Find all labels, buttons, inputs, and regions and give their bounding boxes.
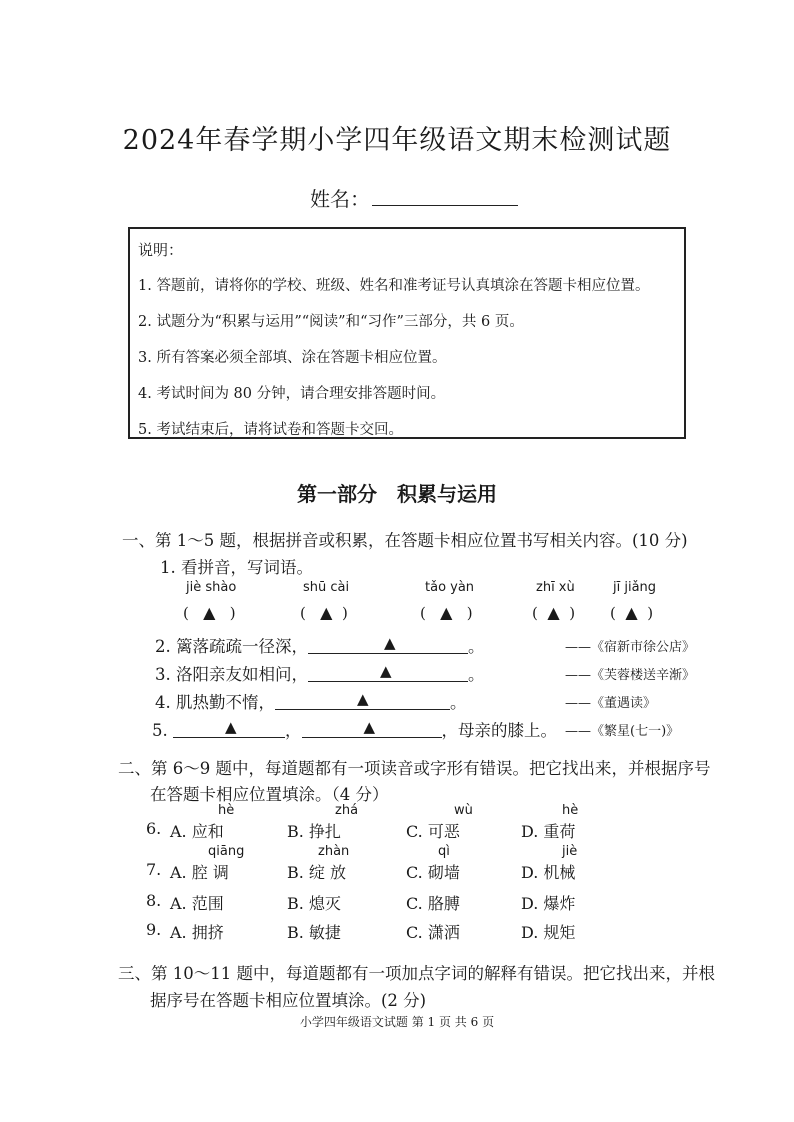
answer-slot-1[interactable]: ( ▲ ) <box>183 603 236 622</box>
option-d[interactable]: D. 重荷 <box>521 822 576 841</box>
answer-slot-4[interactable]: ( ▲ ) <box>532 603 576 622</box>
triangle-icon: ▲ <box>384 634 396 652</box>
option-b[interactable]: B. 绽 放 <box>287 863 347 882</box>
page-footer: 小学四年级语文试题 第 1 页 共 6 页 <box>299 1015 495 1029</box>
page-title: 2024年春学期小学四年级语文期末检测试题 <box>122 125 672 156</box>
q5-line <box>152 717 557 741</box>
triangle-icon: ▲ <box>357 690 369 708</box>
section1-heading: 一、第 1～5 题，根据拼音或积累，在答题卡相应位置书写相关内容。(10 分) <box>122 531 688 550</box>
pinyin-annotation: qì <box>438 844 450 859</box>
option-c[interactable]: C. 可恶 <box>406 822 460 841</box>
pinyin-annotation: zhàn <box>318 844 350 859</box>
name-field[interactable] <box>372 205 518 206</box>
option-c[interactable]: C. 胳膊 <box>406 894 460 913</box>
q4-line <box>155 689 467 713</box>
option-d[interactable]: D. 规矩 <box>521 923 576 942</box>
triangle-icon: ▲ <box>320 603 333 622</box>
part-title: 第一部分 积累与运用 <box>297 482 497 506</box>
triangle-icon: ▲ <box>440 603 453 622</box>
pinyin-2: shū cài <box>303 580 350 595</box>
triangle-icon: ▲ <box>380 662 392 680</box>
q4-blank[interactable] <box>275 690 450 710</box>
q5-blank-2[interactable] <box>302 718 442 738</box>
option-a[interactable]: A. 范围 <box>170 894 224 913</box>
triangle-icon: ▲ <box>225 718 237 736</box>
option-a[interactable]: A. 拥挤 <box>170 923 224 942</box>
q3-source: ——《芙蓉楼送辛渐》 <box>565 668 696 683</box>
pinyin-3: tǎo yàn <box>425 580 475 595</box>
option-d[interactable]: D. 机械 <box>521 863 576 882</box>
name-label: 姓名： <box>310 187 370 211</box>
question-number: 8. <box>146 891 162 910</box>
section3-heading-line1: 三、第 10～11 题中，每道题都有一项加点字词的解释有错误。把它找出来，并根 <box>118 964 715 983</box>
q4-text: 4. 肌热勤不惰， <box>155 693 275 712</box>
q5-comma: ， <box>285 721 302 740</box>
q2-source: ——《宿新市徐公店》 <box>565 640 696 655</box>
pinyin-annotation: qiāng <box>208 844 245 859</box>
option-b[interactable]: B. 熄灭 <box>287 894 341 913</box>
instruction-item: 5. 考试结束后，请将试卷和答题卡交回。 <box>138 422 403 438</box>
option-b[interactable]: B. 敏捷 <box>287 923 341 942</box>
pinyin-annotation: wù <box>454 803 473 818</box>
q2-text: 2. 篱落疏疏一径深， <box>155 637 308 656</box>
pinyin-1: jiè shào <box>186 580 237 595</box>
question-number: 9. <box>146 920 162 939</box>
q3-end: 。 <box>468 665 485 684</box>
section2-heading-line2: 在答题卡相应位置填涂。（4 分） <box>150 785 389 804</box>
instruction-item: 4. 考试时间为 80 分钟，请合理安排答题时间。 <box>138 386 446 402</box>
instructions-heading: 说明： <box>138 241 184 259</box>
q1-label: 1. 看拼音，写词语。 <box>160 558 313 577</box>
pinyin-annotation: jiè <box>562 844 578 859</box>
triangle-icon: ▲ <box>363 718 376 736</box>
pinyin-4: zhī xù <box>536 580 575 595</box>
question-number: 7. <box>146 860 162 879</box>
option-a[interactable]: A. 应和 <box>170 822 224 841</box>
section3-heading-line2: 据序号在答题卡相应位置填涂。(2 分) <box>150 991 427 1010</box>
pinyin-annotation: zhá <box>335 803 359 818</box>
q4-source: ——《董遇读》 <box>565 696 657 711</box>
pinyin-annotation: hè <box>218 803 235 818</box>
answer-slot-2[interactable]: ( ▲ ) <box>300 603 348 622</box>
option-d[interactable]: D. 爆炸 <box>521 894 576 913</box>
section2-heading-line1: 二、第 6～9 题中，每道题都有一项读音或字形有错误。把它找出来，并根据序号 <box>118 759 711 778</box>
triangle-icon: ▲ <box>547 603 560 622</box>
q2-end: 。 <box>468 637 485 656</box>
answer-slot-5[interactable]: ( ▲ ) <box>610 603 654 622</box>
pinyin-5: jī jiǎng <box>613 580 657 595</box>
q5-source: ——《繁星(七一)》 <box>565 724 680 739</box>
q3-text: 3. 洛阳亲友如相问， <box>155 665 308 684</box>
q2-blank[interactable] <box>308 634 468 654</box>
q2-line <box>155 633 485 657</box>
option-c[interactable]: C. 砌墙 <box>406 863 460 882</box>
q5-text: 5. <box>152 721 168 740</box>
q3-blank[interactable] <box>308 662 468 682</box>
answer-slot-3[interactable]: ( ▲ ) <box>420 603 473 622</box>
option-a[interactable]: A. 腔 调 <box>170 863 229 882</box>
q3-line <box>155 661 485 685</box>
pinyin-annotation: hè <box>562 803 579 818</box>
instruction-item: 1. 答题前，请将你的学校、班级、姓名和准考证号认真填涂在答题卡相应位置。 <box>138 278 650 294</box>
option-b[interactable]: B. 挣扎 <box>287 822 341 841</box>
triangle-icon: ▲ <box>203 603 216 622</box>
q5-end: ，母亲的膝上。 <box>441 721 557 740</box>
question-number: 6. <box>146 819 162 838</box>
q4-end: 。 <box>450 693 467 712</box>
option-c[interactable]: C. 潇洒 <box>406 923 460 942</box>
instructions-box <box>128 227 686 439</box>
triangle-icon: ▲ <box>625 603 638 622</box>
q5-blank-1[interactable] <box>173 718 285 738</box>
instruction-item: 2. 试题分为“积累与运用”“阅读”和“习作”三部分，共 6 页。 <box>138 314 524 330</box>
instruction-item: 3. 所有答案必须全部填、涂在答题卡相应位置。 <box>138 350 447 366</box>
